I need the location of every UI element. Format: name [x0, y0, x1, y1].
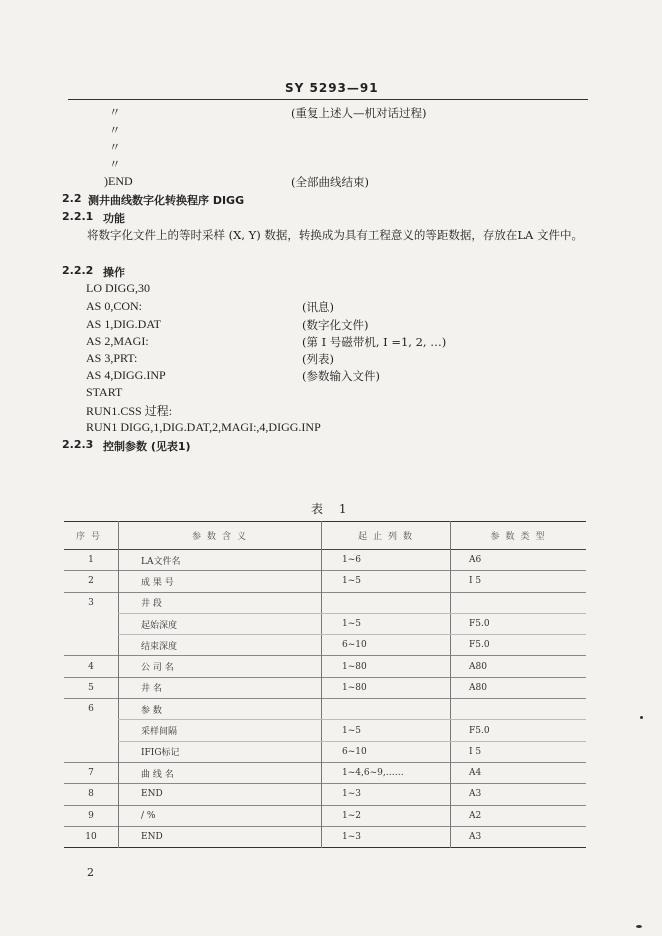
table-caption: 表 1	[311, 502, 353, 516]
row-number: 6	[88, 704, 94, 715]
row-columns: 1~5	[322, 613, 451, 634]
row-meaning: 参 数	[119, 699, 322, 720]
table-row	[64, 720, 586, 741]
end-comment: (全部曲线结束)	[291, 175, 369, 189]
row-meaning: END	[119, 826, 322, 847]
row-columns: 1~5	[322, 720, 451, 741]
subsection-number: 2.2.1	[62, 210, 94, 223]
command-line: RUN1.CSS 过程:	[86, 404, 173, 418]
command-comment: (讯息)	[302, 300, 334, 314]
command-comment: (参数输入文件)	[302, 369, 380, 383]
row-number: 5	[88, 682, 94, 693]
row-meaning: 成 果 号	[119, 571, 322, 592]
table-row	[64, 550, 586, 571]
end-command: )END	[104, 174, 133, 188]
row-meaning: 井 名	[119, 677, 322, 698]
table-row	[64, 699, 586, 720]
column-header-number: 序号	[75, 532, 106, 542]
row-number: 7	[88, 768, 94, 779]
row-type: I 5	[451, 741, 587, 762]
repeat-mark: 〃	[109, 157, 121, 171]
row-number	[64, 720, 119, 741]
subsection-title: 操作	[103, 266, 125, 279]
column-header-meaning: 参数含义	[119, 522, 322, 550]
subsection-number: 2.2.2	[62, 264, 94, 277]
row-type: A6	[451, 550, 587, 571]
row-columns: 1~80	[322, 656, 451, 677]
row-number: 2	[88, 576, 94, 587]
row-number	[64, 613, 119, 634]
row-meaning: 采样间隔	[119, 720, 322, 741]
table-header-row	[64, 522, 586, 550]
row-type: A2	[451, 805, 587, 826]
row-columns: 1~80	[322, 677, 451, 698]
row-columns: 1~6	[322, 550, 451, 571]
row-columns: 1~3	[322, 784, 451, 805]
row-columns: 1~3	[322, 826, 451, 847]
table-row	[64, 741, 586, 762]
row-columns: 6~10	[322, 741, 451, 762]
command-comment: (第 I 号磁带机, I =1, 2, …)	[302, 335, 447, 349]
row-number: 4	[88, 661, 94, 672]
row-number	[64, 741, 119, 762]
row-meaning: 公 司 名	[119, 656, 322, 677]
section-number: 2.2	[62, 192, 82, 205]
row-number: 8	[88, 789, 94, 800]
row-number: 9	[88, 810, 94, 821]
row-columns: 1~5	[322, 571, 451, 592]
repeat-mark: 〃	[109, 105, 121, 119]
row-type: A80	[451, 677, 587, 698]
command-line: LO DIGG,30	[86, 281, 150, 295]
command-line: START	[86, 385, 123, 399]
command-line: AS 4,DIGG.INP	[86, 368, 166, 382]
row-number: 1	[88, 555, 94, 566]
command-line: AS 1,DIG.DAT	[86, 317, 161, 331]
row-meaning: 起始深度	[119, 613, 322, 634]
row-type	[451, 592, 587, 613]
row-type	[451, 699, 587, 720]
table-row	[64, 826, 586, 847]
row-columns	[322, 699, 451, 720]
subsection-number: 2.2.3	[62, 438, 94, 451]
row-columns: 1~4,6~9,……	[322, 762, 451, 783]
column-header-columns: 起止列数	[322, 522, 451, 550]
table-row	[64, 613, 586, 634]
row-type: I 5	[451, 571, 587, 592]
scan-speck	[640, 716, 643, 719]
command-line: RUN1 DIGG,1,DIG.DAT,2,MAGI:,4,DIGG.INP	[86, 420, 321, 434]
row-meaning: IFIG标记	[119, 741, 322, 762]
row-type: F5.0	[451, 720, 587, 741]
command-line: AS 2,MAGI:	[86, 334, 149, 348]
header-rule	[68, 99, 588, 100]
row-columns: 1~2	[322, 805, 451, 826]
section-title: 测井曲线数字化转换程序 DIGG	[88, 194, 245, 207]
scan-speck	[636, 925, 642, 928]
subsection-title: 功能	[103, 212, 125, 225]
row-type: A3	[451, 826, 587, 847]
repeat-mark: 〃	[109, 140, 121, 154]
row-meaning: 结束深度	[119, 635, 322, 656]
repeat-mark: 〃	[109, 123, 121, 137]
row-meaning: 井 段	[119, 592, 322, 613]
page-number: 2	[87, 866, 94, 879]
command-comment: (列表)	[302, 352, 334, 366]
command-line: AS 0,CON:	[86, 299, 143, 313]
repeat-comment: (重复上述人—机对话过程)	[291, 106, 427, 120]
command-line: AS 3,PRT:	[86, 351, 138, 365]
function-paragraph: 将数字化文件上的等时采样 (X, Y) 数据，转换成为具有工程意义的等距数据，存放在LA 文件中。	[87, 228, 583, 242]
parameter-table	[64, 521, 586, 848]
row-type: A4	[451, 762, 587, 783]
row-number: 10	[85, 832, 97, 842]
row-meaning: 曲 线 名	[119, 762, 322, 783]
row-columns: 6~10	[322, 635, 451, 656]
table-row	[64, 805, 586, 826]
subsection-title: 控制参数 (见表1)	[103, 440, 191, 453]
page-header: SY 5293—91	[285, 81, 379, 95]
table-row	[64, 571, 586, 592]
table-row	[64, 784, 586, 805]
table-row	[64, 677, 586, 698]
row-meaning: LA文件名	[119, 550, 322, 571]
column-header-type: 参数类型	[451, 522, 587, 550]
row-type: A80	[451, 656, 587, 677]
row-number: 3	[88, 597, 94, 608]
row-type: F5.0	[451, 635, 587, 656]
row-meaning: / %	[119, 805, 322, 826]
table-row	[64, 762, 586, 783]
command-comment: (数字化文件)	[302, 318, 369, 332]
row-type: A3	[451, 784, 587, 805]
row-columns	[322, 592, 451, 613]
table-row	[64, 656, 586, 677]
table-row	[64, 635, 586, 656]
row-type: F5.0	[451, 613, 587, 634]
table-row	[64, 592, 586, 613]
row-meaning: END	[119, 784, 322, 805]
row-number	[64, 635, 119, 656]
